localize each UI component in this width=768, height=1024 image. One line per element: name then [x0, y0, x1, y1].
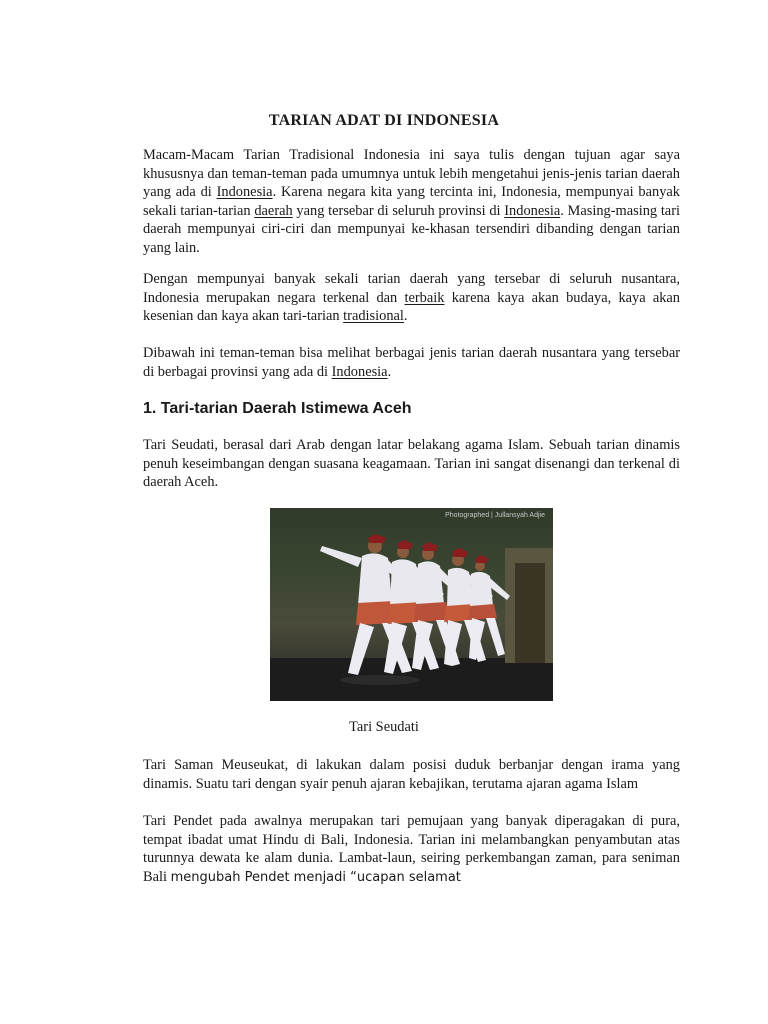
- text-run: . Masing-masing tari daerah mempunyai ciri-ciri dan mempunyai ke-khasan tersendiri dibanding dengan tarian yang lain.: [143, 202, 680, 256]
- photo-caption: Tari Seudati: [349, 719, 419, 735]
- intro-paragraph-2: [143, 270, 680, 326]
- text-run-tail: mengubah Pendet menjadi “ucapan selamat: [170, 869, 461, 885]
- text-run: Tari Pendet pada awalnya merupakan tari pemujaan yang banyak diperagakan di pura, tempat ibadat umat Hindu di Bali, Indonesia. Tarian ini melambangkan penyambutan atas turunnya dewata ke alam dunia. Lambat-laun, seiring perkembangan zaman, para seniman Bali: [143, 813, 680, 885]
- photo-watermark: Photographed | Jullansyah Adjie: [445, 512, 545, 519]
- link-tradisional[interactable]: tradisional: [343, 308, 404, 325]
- intro-paragraph-3: [143, 344, 680, 381]
- pendet-paragraph: [143, 812, 680, 887]
- text-run: .: [387, 363, 392, 380]
- intro-paragraph-1: [143, 146, 680, 258]
- link-daerah[interactable]: daerah: [254, 202, 293, 219]
- text-run: Dibawah ini teman-teman bisa melihat berbagai jenis tarian daerah nusantara yang tersebar di berbagai provinsi yang ada di: [143, 345, 680, 380]
- text-run: karena kaya akan budaya, kaya akan kesenian dan kaya akan tari-tarian: [143, 289, 681, 325]
- text-run: .: [403, 308, 408, 325]
- text-run: Macam-Macam Tarian Tradisional Indonesia ini saya tulis dengan tujuan agar saya khususnya dan teman-teman pada umumnya untuk lebih mengetahui jenis-jenis tarian daerah yang ada di: [143, 147, 680, 201]
- tari-seudati-photo: [270, 508, 553, 701]
- text-run: . Karena negara kita yang tercinta ini, Indonesia, mempunyai banyak sekali tarian-tarian: [143, 184, 680, 219]
- text-run: yang tersebar di seluruh provinsi di: [292, 202, 505, 219]
- seudati-paragraph: Tari Seudati, berasal dari Arab dengan latar belakang agama Islam. Sebuah tarian dinamis penuh keseimbangan dengan suasana keagamaan. Tarian ini sangat disenangi dan terkenal di daerah Aceh.: [143, 437, 680, 491]
- text-run: Dengan mempunyai banyak sekali tarian daerah yang tersebar di seluruh nusantara, Indonesia merupakan negara terkenal dan: [143, 271, 680, 306]
- document-title: TARIAN ADAT DI INDONESIA: [268, 112, 500, 129]
- link-indonesia[interactable]: Indonesia: [504, 202, 561, 219]
- link-terbaik[interactable]: terbaik: [404, 289, 445, 306]
- saman-paragraph: Tari Saman Meuseukat, di lakukan dalam posisi duduk berbanjar dengan irama yang dinamis. Suatu tari dengan syair penuh ajaran kebajikan, terutama ajaran agama Islam: [143, 757, 680, 792]
- link-indonesia[interactable]: Indonesia: [331, 363, 388, 380]
- link-indonesia[interactable]: Indonesia: [216, 184, 273, 201]
- section-heading-aceh: 1. Tari-tarian Daerah Istimewa Aceh: [143, 400, 412, 417]
- dancers-illustration: [270, 508, 553, 701]
